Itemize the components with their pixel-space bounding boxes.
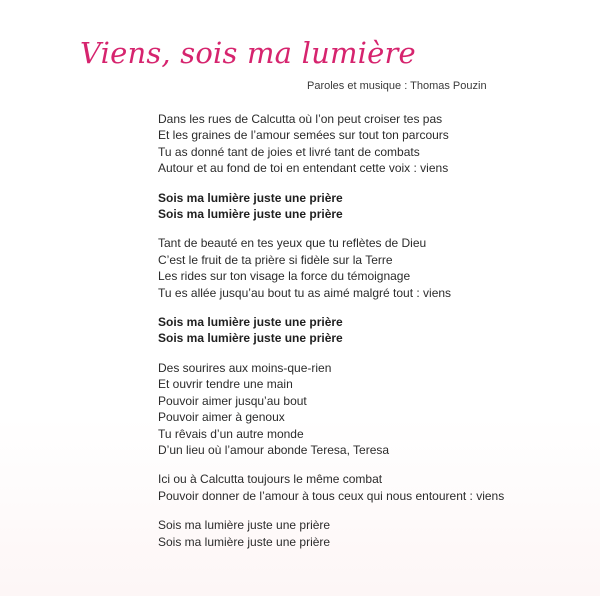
verse-3: [158, 471, 578, 504]
refrain-line: Sois ma lumière juste une prière: [158, 518, 331, 533]
lyrics-body: [158, 111, 578, 563]
song-credits: Paroles et musique : Thomas Pouzin: [307, 80, 487, 92]
lyric-line: Tant de beauté en tes yeux que tu reflètes de Dieu: [158, 236, 427, 251]
lyric-line: Et ouvrir tendre une main: [158, 377, 293, 392]
song-title: Viens, sois ma lumière: [80, 36, 416, 70]
refrain-line: Sois ma lumière juste une prière: [158, 331, 343, 346]
bridge: [158, 360, 578, 458]
refrain-line: Sois ma lumière juste une prière: [158, 534, 331, 549]
lyric-line: Ici ou à Calcutta toujours le même combat: [158, 472, 383, 487]
verse-2: [158, 235, 578, 301]
lyric-line: Pouvoir donner de l’amour à tous ceux qui nous entourent : viens: [158, 488, 505, 503]
lyric-line: Tu es allée jusqu’au bout tu as aimé malgré tout : viens: [158, 285, 452, 300]
lyric-line: Les rides sur ton visage la force du témoignage: [158, 269, 411, 284]
lyric-line: Autour et au fond de toi en entendant cette voix : viens: [158, 161, 449, 176]
refrain-2: [158, 314, 578, 347]
verse-1: [158, 111, 578, 177]
final-refrain: [158, 517, 578, 550]
lyric-line: Et les graines de l’amour semées sur tout ton parcours: [158, 128, 449, 143]
refrain-1: [158, 190, 578, 223]
refrain-line: Sois ma lumière juste une prière: [158, 190, 343, 205]
refrain-line: Sois ma lumière juste une prière: [158, 315, 343, 330]
lyric-line: Tu as donné tant de joies et livré tant de combats: [158, 144, 420, 159]
lyric-line: Pouvoir aimer à genoux: [158, 410, 285, 425]
lyric-line: C’est le fruit de ta prière si fidèle sur la Terre: [158, 252, 393, 267]
lyric-line: Des sourires aux moins-que-rien: [158, 360, 332, 375]
lyric-line: Tu rêvais d’un autre monde: [158, 426, 304, 441]
refrain-line: Sois ma lumière juste une prière: [158, 207, 343, 222]
lyric-line: Dans les rues de Calcutta où l’on peut croiser tes pas: [158, 112, 443, 126]
lyric-line: Pouvoir aimer jusqu’au bout: [158, 393, 307, 408]
lyric-line: D’un lieu où l’amour abonde Teresa, Teresa: [158, 442, 390, 457]
